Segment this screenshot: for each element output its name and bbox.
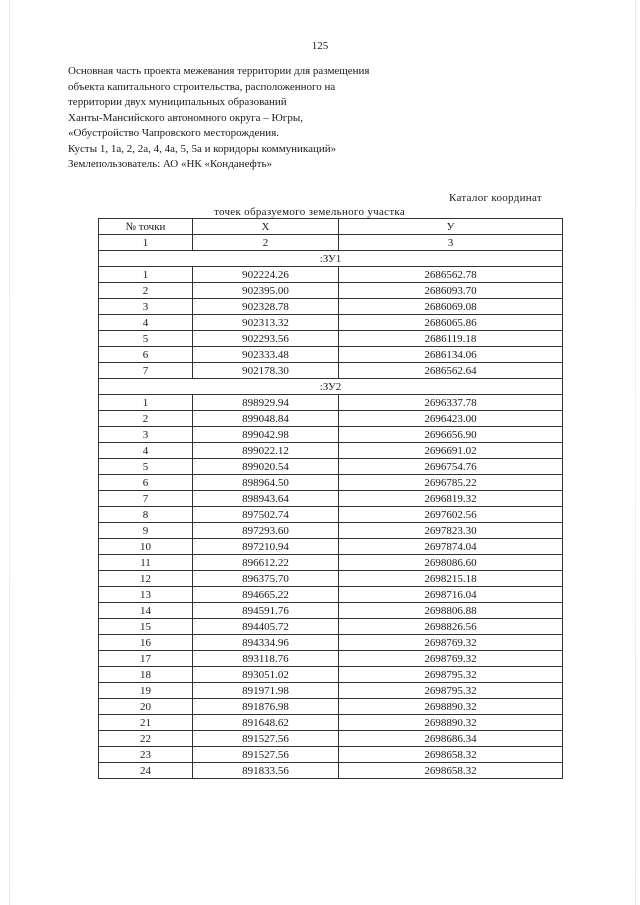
point-number-cell: 19	[99, 683, 193, 699]
y-coordinate-cell: 2686093.70	[339, 283, 563, 299]
point-number-cell: 16	[99, 635, 193, 651]
column-number: 1	[99, 235, 193, 251]
table-head	[99, 219, 563, 251]
column-number: 3	[339, 235, 563, 251]
table-row	[99, 667, 563, 683]
y-coordinate-cell: 2696423.00	[339, 411, 563, 427]
table-row	[99, 619, 563, 635]
x-coordinate-cell: 902328.78	[193, 299, 339, 315]
document-header	[68, 64, 370, 173]
table-row	[99, 763, 563, 779]
x-coordinate-cell: 898964.50	[193, 475, 339, 491]
y-coordinate-cell: 2698716.04	[339, 587, 563, 603]
x-coordinate-cell: 902313.32	[193, 315, 339, 331]
x-coordinate-cell: 896375.70	[193, 571, 339, 587]
y-coordinate-cell: 2698826.56	[339, 619, 563, 635]
point-number-cell: 1	[99, 395, 193, 411]
point-number-cell: 4	[99, 443, 193, 459]
y-coordinate-cell: 2698795.32	[339, 667, 563, 683]
x-coordinate-cell: 899020.54	[193, 459, 339, 475]
table-row	[99, 571, 563, 587]
column-header-y: У	[339, 219, 563, 235]
y-coordinate-cell: 2698686.34	[339, 731, 563, 747]
point-number-cell: 8	[99, 507, 193, 523]
y-coordinate-cell: 2698890.32	[339, 699, 563, 715]
x-coordinate-cell: 894591.76	[193, 603, 339, 619]
scan-edge-left	[9, 0, 10, 905]
x-coordinate-cell: 902395.00	[193, 283, 339, 299]
point-number-cell: 1	[99, 267, 193, 283]
x-coordinate-cell: 898929.94	[193, 395, 339, 411]
y-coordinate-cell: 2696337.78	[339, 395, 563, 411]
point-number-cell: 9	[99, 523, 193, 539]
x-coordinate-cell: 891876.98	[193, 699, 339, 715]
x-coordinate-cell: 891648.62	[193, 715, 339, 731]
table-row	[99, 459, 563, 475]
point-number-cell: 2	[99, 283, 193, 299]
y-coordinate-cell: 2696656.90	[339, 427, 563, 443]
group-label: :ЗУ1	[99, 251, 563, 267]
y-coordinate-cell: 2698769.32	[339, 635, 563, 651]
y-coordinate-cell: 2696754.76	[339, 459, 563, 475]
table-row	[99, 331, 563, 347]
coordinates-table	[98, 218, 563, 779]
header-line: Кусты 1, 1а, 2, 2а, 4, 4а, 5, 5а и коридоры коммуникаций»	[68, 142, 337, 155]
y-coordinate-cell: 2698769.32	[339, 651, 563, 667]
table-row	[99, 411, 563, 427]
table-row	[99, 635, 563, 651]
table-row	[99, 539, 563, 555]
group-header-row	[99, 379, 563, 395]
x-coordinate-cell: 894334.96	[193, 635, 339, 651]
point-number-cell: 7	[99, 491, 193, 507]
y-coordinate-cell: 2696691.02	[339, 443, 563, 459]
table-row	[99, 427, 563, 443]
header-line: территории двух муниципальных образований	[68, 96, 287, 108]
x-coordinate-cell: 902333.48	[193, 347, 339, 363]
x-coordinate-cell: 899048.84	[193, 411, 339, 427]
catalog-title: Каталог координат	[449, 192, 542, 204]
table-row	[99, 523, 563, 539]
point-number-cell: 13	[99, 587, 193, 603]
point-number-cell: 10	[99, 539, 193, 555]
header-line: Землепользователь: АО «НК «Конданефть»	[68, 158, 273, 170]
table-row	[99, 283, 563, 299]
x-coordinate-cell: 902293.56	[193, 331, 339, 347]
y-coordinate-cell: 2686562.78	[339, 267, 563, 283]
point-number-cell: 20	[99, 699, 193, 715]
table-row	[99, 651, 563, 667]
point-number-cell: 17	[99, 651, 193, 667]
table-row	[99, 683, 563, 699]
point-number-cell: 18	[99, 667, 193, 683]
point-number-cell: 5	[99, 331, 193, 347]
table-row	[99, 347, 563, 363]
y-coordinate-cell: 2686134.06	[339, 347, 563, 363]
x-coordinate-cell: 902224.26	[193, 267, 339, 283]
point-number-cell: 15	[99, 619, 193, 635]
y-coordinate-cell: 2698658.32	[339, 747, 563, 763]
y-coordinate-cell: 2698795.32	[339, 683, 563, 699]
y-coordinate-cell: 2686065.86	[339, 315, 563, 331]
table-row	[99, 587, 563, 603]
y-coordinate-cell: 2686562.64	[339, 363, 563, 379]
x-coordinate-cell: 893051.02	[193, 667, 339, 683]
table-row	[99, 715, 563, 731]
y-coordinate-cell: 2697874.04	[339, 539, 563, 555]
table-row	[99, 603, 563, 619]
column-header-point: № точки	[99, 219, 193, 235]
point-number-cell: 21	[99, 715, 193, 731]
point-number-cell: 4	[99, 315, 193, 331]
point-number-cell: 12	[99, 571, 193, 587]
group-label: :ЗУ2	[99, 379, 563, 395]
table-row	[99, 699, 563, 715]
point-number-cell: 24	[99, 763, 193, 779]
x-coordinate-cell: 897293.60	[193, 523, 339, 539]
point-number-cell: 3	[99, 427, 193, 443]
header-line: «Обустройство Чапровского месторождения.	[68, 127, 279, 139]
scan-edge-right	[635, 0, 636, 905]
x-coordinate-cell: 891527.56	[193, 747, 339, 763]
x-coordinate-cell: 891833.56	[193, 763, 339, 779]
table-row	[99, 555, 563, 571]
x-coordinate-cell: 897210.94	[193, 539, 339, 555]
group-header-row	[99, 251, 563, 267]
x-coordinate-cell: 894405.72	[193, 619, 339, 635]
x-coordinate-cell: 896612.22	[193, 555, 339, 571]
y-coordinate-cell: 2686069.08	[339, 299, 563, 315]
point-number-cell: 14	[99, 603, 193, 619]
x-coordinate-cell: 893118.76	[193, 651, 339, 667]
y-coordinate-cell: 2698806.88	[339, 603, 563, 619]
y-coordinate-cell: 2696785.22	[339, 475, 563, 491]
header-line: объекта капитального строительства, расположенного на	[68, 80, 336, 93]
column-header-row	[99, 219, 563, 235]
x-coordinate-cell: 891527.56	[193, 731, 339, 747]
y-coordinate-cell: 2698086.60	[339, 555, 563, 571]
x-coordinate-cell: 898943.64	[193, 491, 339, 507]
table-row	[99, 731, 563, 747]
x-coordinate-cell: 897502.74	[193, 507, 339, 523]
y-coordinate-cell: 2697823.30	[339, 523, 563, 539]
y-coordinate-cell: 2698658.32	[339, 763, 563, 779]
table-row	[99, 267, 563, 283]
y-coordinate-cell: 2698215.18	[339, 571, 563, 587]
table-row	[99, 363, 563, 379]
x-coordinate-cell: 891971.98	[193, 683, 339, 699]
table-row	[99, 299, 563, 315]
point-number-cell: 5	[99, 459, 193, 475]
header-line: Основная часть проекта межевания территории для размещения	[68, 65, 370, 77]
y-coordinate-cell: 2697602.56	[339, 507, 563, 523]
y-coordinate-cell: 2696819.32	[339, 491, 563, 507]
catalog-subtitle: точек образуемого земельного участка	[214, 206, 406, 218]
point-number-cell: 23	[99, 747, 193, 763]
column-number-row	[99, 235, 563, 251]
x-coordinate-cell: 894665.22	[193, 587, 339, 603]
x-coordinate-cell: 902178.30	[193, 363, 339, 379]
table-row	[99, 315, 563, 331]
header-line: Ханты-Мансийского автономного округа – Югры,	[68, 111, 303, 124]
point-number-cell: 11	[99, 555, 193, 571]
table-row	[99, 747, 563, 763]
x-coordinate-cell: 899022.12	[193, 443, 339, 459]
x-coordinate-cell: 899042.98	[193, 427, 339, 443]
table-row	[99, 395, 563, 411]
point-number-cell: 6	[99, 347, 193, 363]
point-number-cell: 3	[99, 299, 193, 315]
point-number-cell: 6	[99, 475, 193, 491]
table-row	[99, 491, 563, 507]
point-number-cell: 7	[99, 363, 193, 379]
column-number: 2	[193, 235, 339, 251]
point-number-cell: 22	[99, 731, 193, 747]
table-row	[99, 507, 563, 523]
table-row	[99, 443, 563, 459]
page-number: 125	[311, 40, 329, 52]
y-coordinate-cell: 2686119.18	[339, 331, 563, 347]
column-header-x: Х	[193, 219, 339, 235]
table-row	[99, 475, 563, 491]
table-body	[99, 251, 563, 779]
y-coordinate-cell: 2698890.32	[339, 715, 563, 731]
point-number-cell: 2	[99, 411, 193, 427]
